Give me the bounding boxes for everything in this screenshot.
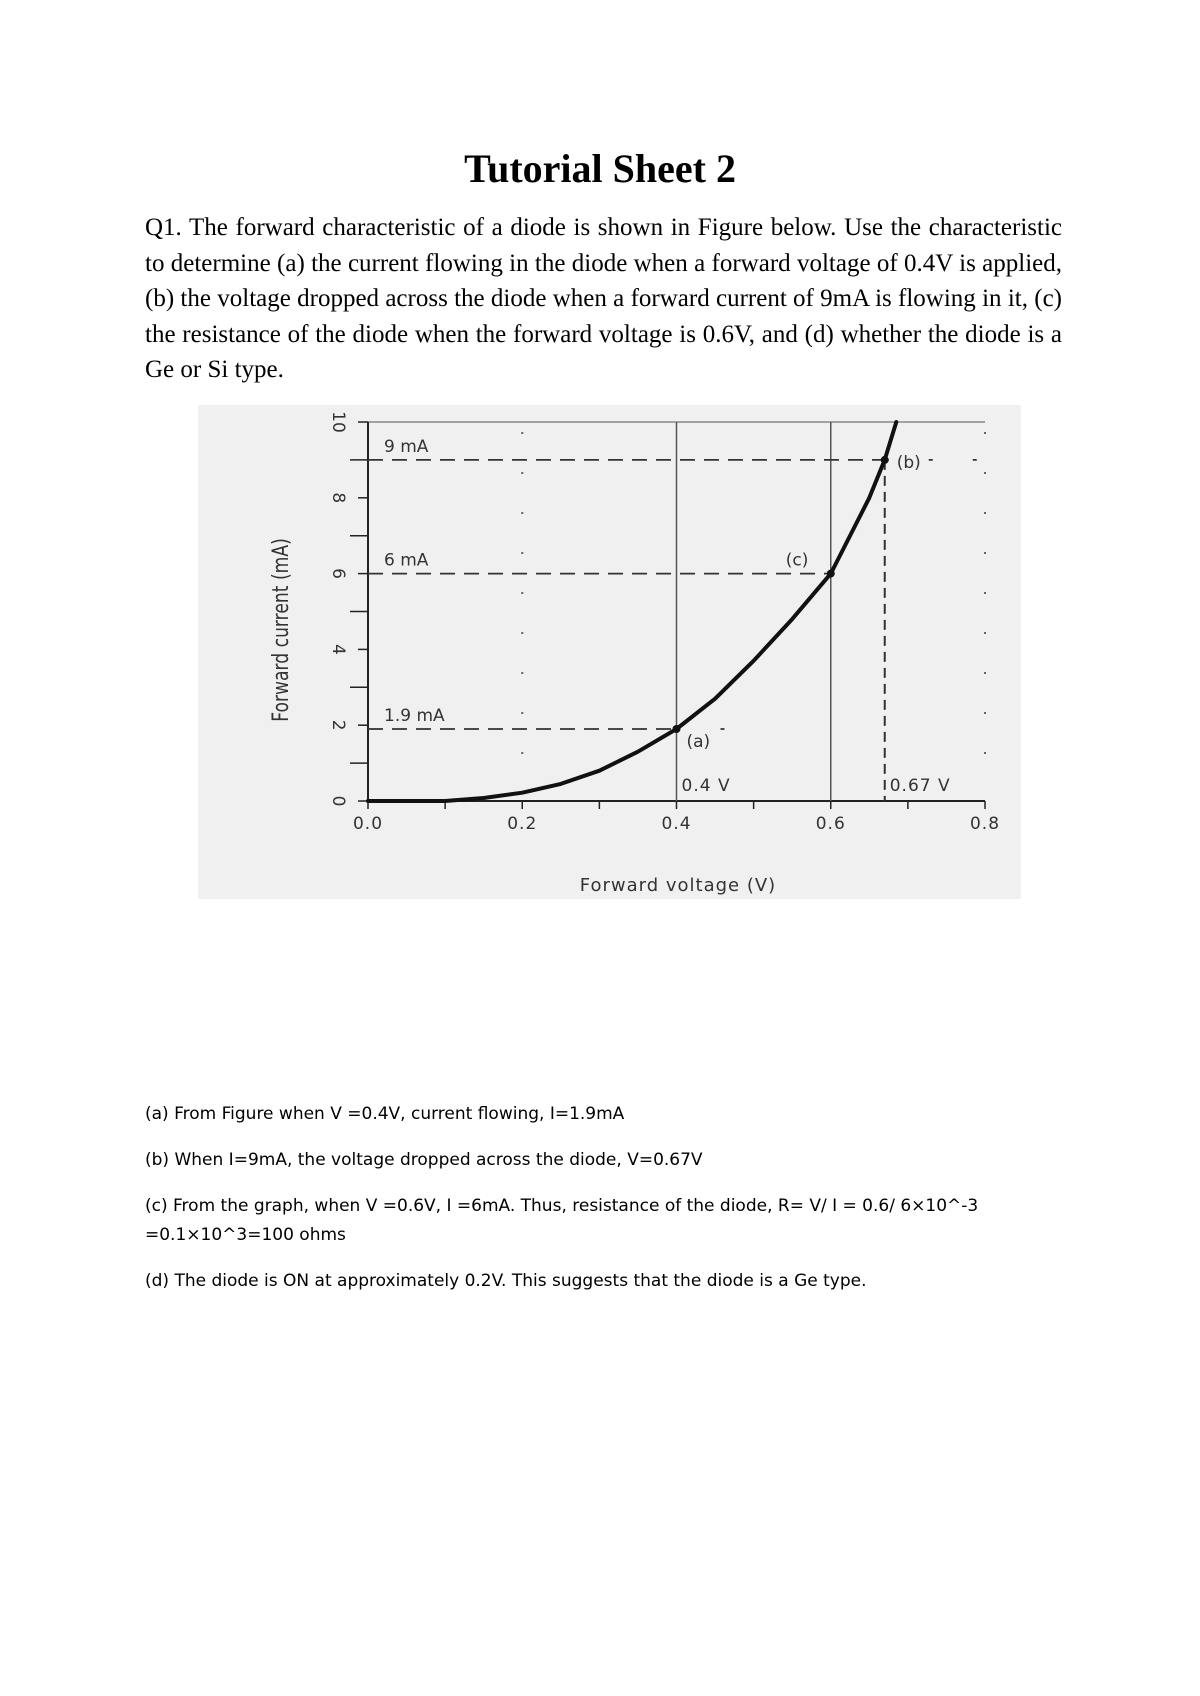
diode-curve [368,422,896,801]
y-tick-label: 10 [328,411,348,433]
diode-characteristic-figure [198,405,1021,899]
diode-characteristic-chart [198,405,1021,899]
y-tick-label: 8 [328,492,348,504]
y-axis-label: Forward current (mA) [267,538,294,722]
current-label: 9 mA [384,436,429,457]
y-tick-label: 4 [328,643,348,655]
y-tick-label: 0 [328,795,348,807]
page-title: Tutorial Sheet 2 [464,146,736,191]
answer-c-line1: (c) From the graph, when V =0.6V, I =6mA. Thus, resistance of the diode, R= V/ I = 0.6/ 6×10^-3 [145,1196,979,1216]
answer-b: (b) When I=9mA, the voltage dropped across the diode, V=0.67V [145,1150,703,1170]
x-tick-label: 0.4 [661,814,692,834]
y-tick-label: 6 [328,568,348,580]
voltage-label: 0.4 V [681,776,731,796]
answer-a: (a) From Figure when V =0.4V, current flowing, I=1.9mA [145,1104,625,1124]
point-label-b: (b) [896,452,921,473]
voltage-label: 0.67 V [889,776,951,796]
answers-section [145,1100,1065,1313]
point-label-a: (a) [686,731,711,752]
x-tick-label: 0.0 [352,814,384,834]
question-text: Q1. The forward characteristic of a diode is shown in Figure below. Use the characteristic to determine (a) the current flowing in the diode when a forward voltage of 0.4V is applied, (b) the voltage dropped across the diode when a forward current of 9mA is flowing in it, (c) the resistance of the diode when the forward voltage is 0.6V, and (d) whether the diode is a Ge or Si type. [145,214,1062,384]
y-tick-label: 2 [328,719,348,731]
current-label: 1.9 mA [384,705,445,726]
x-tick-label: 0.6 [815,814,846,834]
x-axis-label: Forward voltage (V) [579,875,777,896]
current-label: 6 mA [384,550,429,571]
answer-c-line2: =0.1×10^3=100 ohms [145,1225,346,1245]
answer-d: (d) The diode is ON at approximately 0.2V. This suggests that the diode is a Ge type. [145,1271,867,1291]
x-tick-label: 0.2 [507,814,538,834]
x-tick-label: 0.8 [969,814,1001,834]
answer-c [145,1192,1065,1250]
point-label-c: (c) [785,550,809,571]
